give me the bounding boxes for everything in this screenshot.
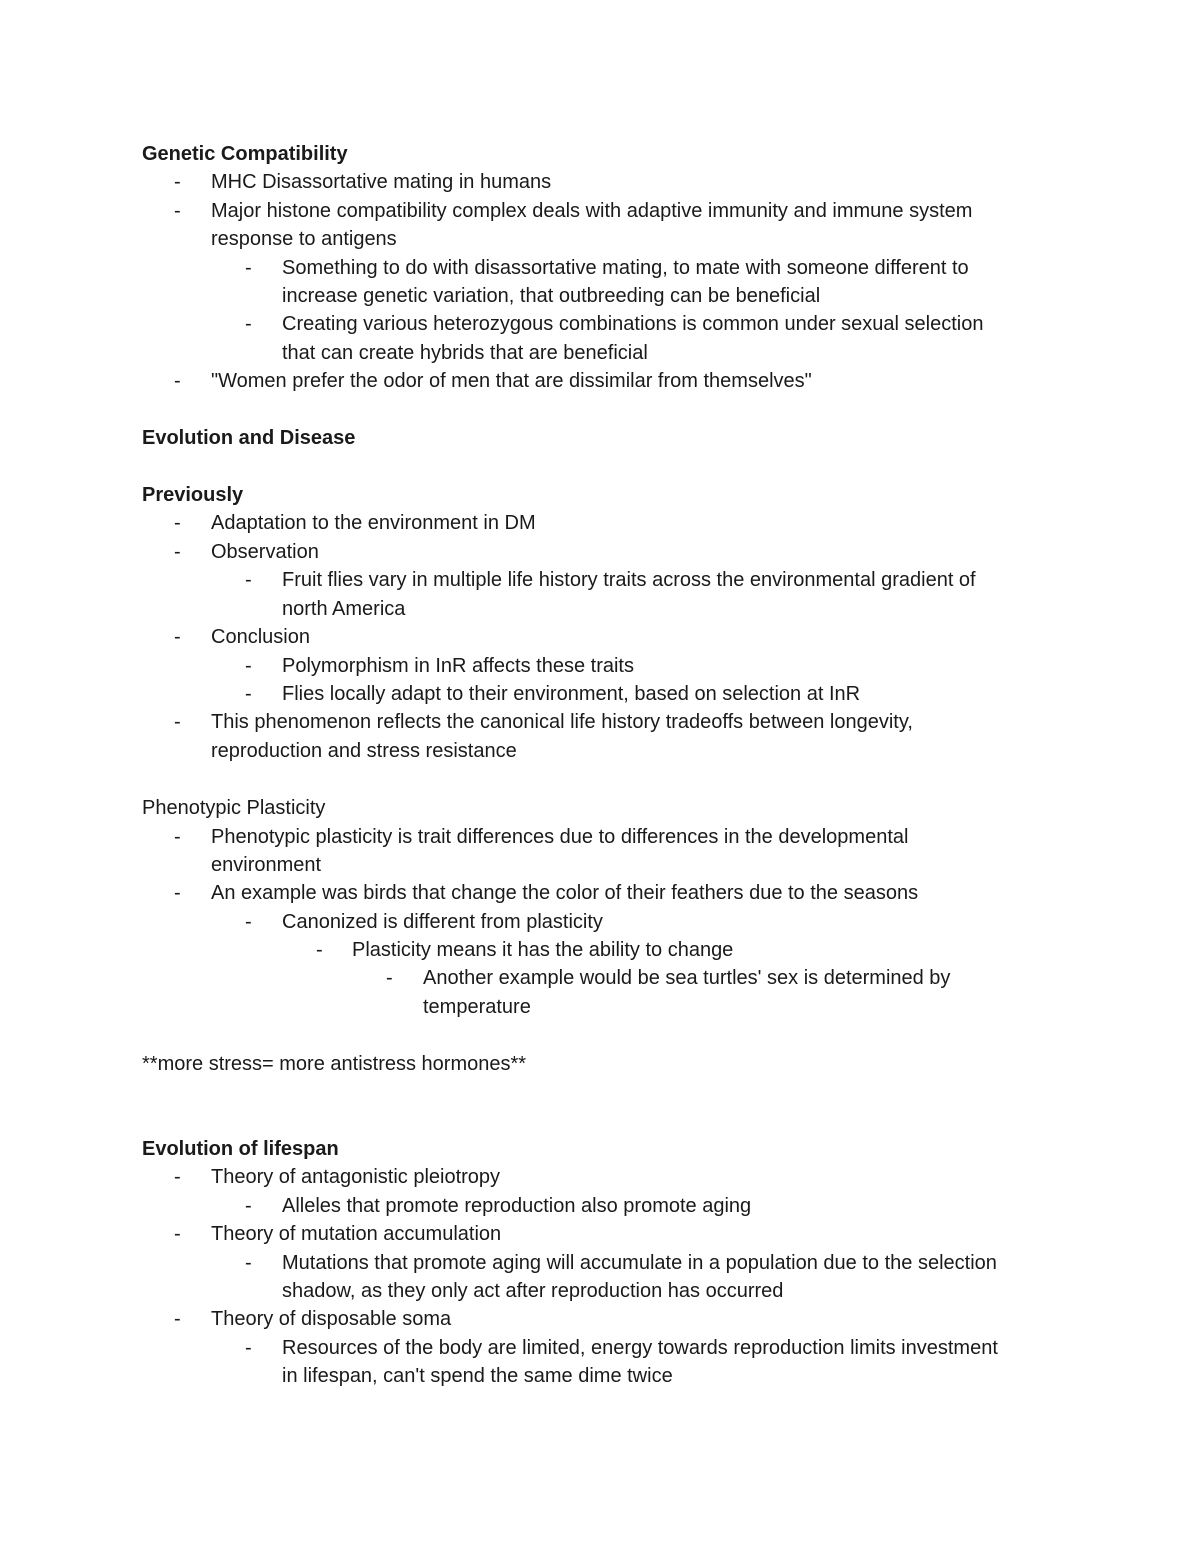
heading-phenotypic-plasticity: Phenotypic Plasticity bbox=[142, 797, 326, 819]
bullet-dash: - bbox=[386, 967, 393, 989]
list-item-text: Flies locally adapt to their environment, based on selection at InR bbox=[282, 683, 861, 705]
list-item-text-cont: response to antigens bbox=[211, 228, 397, 250]
list-item bbox=[174, 623, 194, 651]
list-item bbox=[174, 509, 194, 537]
bullet-dash: - bbox=[174, 370, 181, 392]
list-item bbox=[174, 367, 194, 395]
list-item bbox=[174, 1305, 194, 1333]
list-item bbox=[245, 1249, 265, 1277]
list-item bbox=[174, 708, 194, 736]
list-item-text: Creating various heterozygous combinations is common under sexual selection bbox=[282, 313, 984, 335]
list-item-text: Theory of mutation accumulation bbox=[211, 1223, 502, 1245]
bullet-dash: - bbox=[174, 200, 181, 222]
heading-evolution-of-lifespan: Evolution of lifespan bbox=[142, 1138, 339, 1160]
bullet-dash: - bbox=[174, 1308, 181, 1330]
list-item-text-cont: reproduction and stress resistance bbox=[211, 740, 517, 762]
bullet-dash: - bbox=[174, 512, 181, 534]
bullet-dash: - bbox=[174, 541, 181, 563]
list-item bbox=[174, 823, 194, 851]
bullet-dash: - bbox=[174, 826, 181, 848]
bullet-dash: - bbox=[174, 882, 181, 904]
list-item-text-cont: in lifespan, can't spend the same dime twice bbox=[282, 1365, 673, 1387]
heading-previously: Previously bbox=[142, 484, 244, 506]
list-item-text: "Women prefer the odor of men that are dissimilar from themselves" bbox=[211, 370, 812, 392]
bullet-dash: - bbox=[174, 626, 181, 648]
bullet-dash: - bbox=[245, 655, 252, 677]
note-text: **more stress= more antistress hormones** bbox=[142, 1053, 527, 1075]
list-item-text: Phenotypic plasticity is trait differences due to differences in the developmental bbox=[211, 826, 909, 848]
list-item bbox=[174, 1163, 194, 1191]
list-item-text: Something to do with disassortative mating, to mate with someone different to bbox=[282, 257, 969, 279]
list-item-text: Alleles that promote reproduction also promote aging bbox=[282, 1195, 752, 1217]
bullet-dash: - bbox=[245, 1337, 252, 1359]
bullet-dash: - bbox=[245, 911, 252, 933]
list-item-text: Theory of disposable soma bbox=[211, 1308, 452, 1330]
list-item bbox=[174, 197, 194, 225]
list-item bbox=[245, 1334, 265, 1362]
list-item bbox=[245, 254, 265, 282]
list-item-text-cont: temperature bbox=[423, 996, 531, 1018]
list-item bbox=[174, 1220, 194, 1248]
bullet-dash: - bbox=[245, 683, 252, 705]
list-item bbox=[174, 538, 194, 566]
list-item-text-cont: that can create hybrids that are beneficial bbox=[282, 342, 648, 364]
bullet-dash: - bbox=[245, 313, 252, 335]
list-item bbox=[245, 652, 265, 680]
list-item-text: Major histone compatibility complex deals with adaptive immunity and immune system bbox=[211, 200, 973, 222]
bullet-dash: - bbox=[245, 1252, 252, 1274]
list-item bbox=[174, 168, 194, 196]
list-item-text: Adaptation to the environment in DM bbox=[211, 512, 536, 534]
bullet-dash: - bbox=[245, 257, 252, 279]
heading-genetic-compatibility: Genetic Compatibility bbox=[142, 143, 348, 165]
bullet-dash: - bbox=[316, 939, 323, 961]
list-item bbox=[174, 879, 194, 907]
heading-evolution-and-disease: Evolution and Disease bbox=[142, 427, 356, 449]
list-item bbox=[316, 936, 336, 964]
list-item bbox=[245, 310, 265, 338]
bullet-dash: - bbox=[174, 1166, 181, 1188]
bullet-dash: - bbox=[174, 171, 181, 193]
list-item-text: Mutations that promote aging will accumulate in a population due to the selection bbox=[282, 1252, 997, 1274]
bullet-dash: - bbox=[174, 1223, 181, 1245]
list-item bbox=[245, 908, 265, 936]
list-item bbox=[245, 1192, 265, 1220]
list-item-text-cont: increase genetic variation, that outbreeding can be beneficial bbox=[282, 285, 821, 307]
list-item-text-cont: north America bbox=[282, 598, 406, 620]
list-item bbox=[386, 964, 406, 992]
bullet-dash: - bbox=[174, 711, 181, 733]
list-item-text: Canonized is different from plasticity bbox=[282, 911, 603, 933]
bullet-dash: - bbox=[245, 569, 252, 591]
list-item bbox=[245, 566, 265, 594]
list-item-text: Polymorphism in InR affects these traits bbox=[282, 655, 634, 677]
list-item-text: An example was birds that change the color of their feathers due to the seasons bbox=[211, 882, 919, 904]
list-item-text: Plasticity means it has the ability to change bbox=[352, 939, 734, 961]
list-item-text: MHC Disassortative mating in humans bbox=[211, 171, 552, 193]
bullet-dash: - bbox=[245, 1195, 252, 1217]
list-item-text: Another example would be sea turtles' sex is determined by bbox=[423, 967, 951, 989]
list-item-text: Theory of antagonistic pleiotropy bbox=[211, 1166, 501, 1188]
list-item-text: Observation bbox=[211, 541, 319, 563]
list-item-text: Resources of the body are limited, energy towards reproduction limits investment bbox=[282, 1337, 998, 1359]
list-item-text: Fruit flies vary in multiple life history traits across the environmental gradient of bbox=[282, 569, 976, 591]
list-item-text-cont: shadow, as they only act after reproduction has occurred bbox=[282, 1280, 784, 1302]
list-item-text: This phenomenon reflects the canonical life history tradeoffs between longevity, bbox=[211, 711, 913, 733]
list-item-text: Conclusion bbox=[211, 626, 310, 648]
list-item-text-cont: environment bbox=[211, 854, 322, 876]
list-item bbox=[245, 680, 265, 708]
